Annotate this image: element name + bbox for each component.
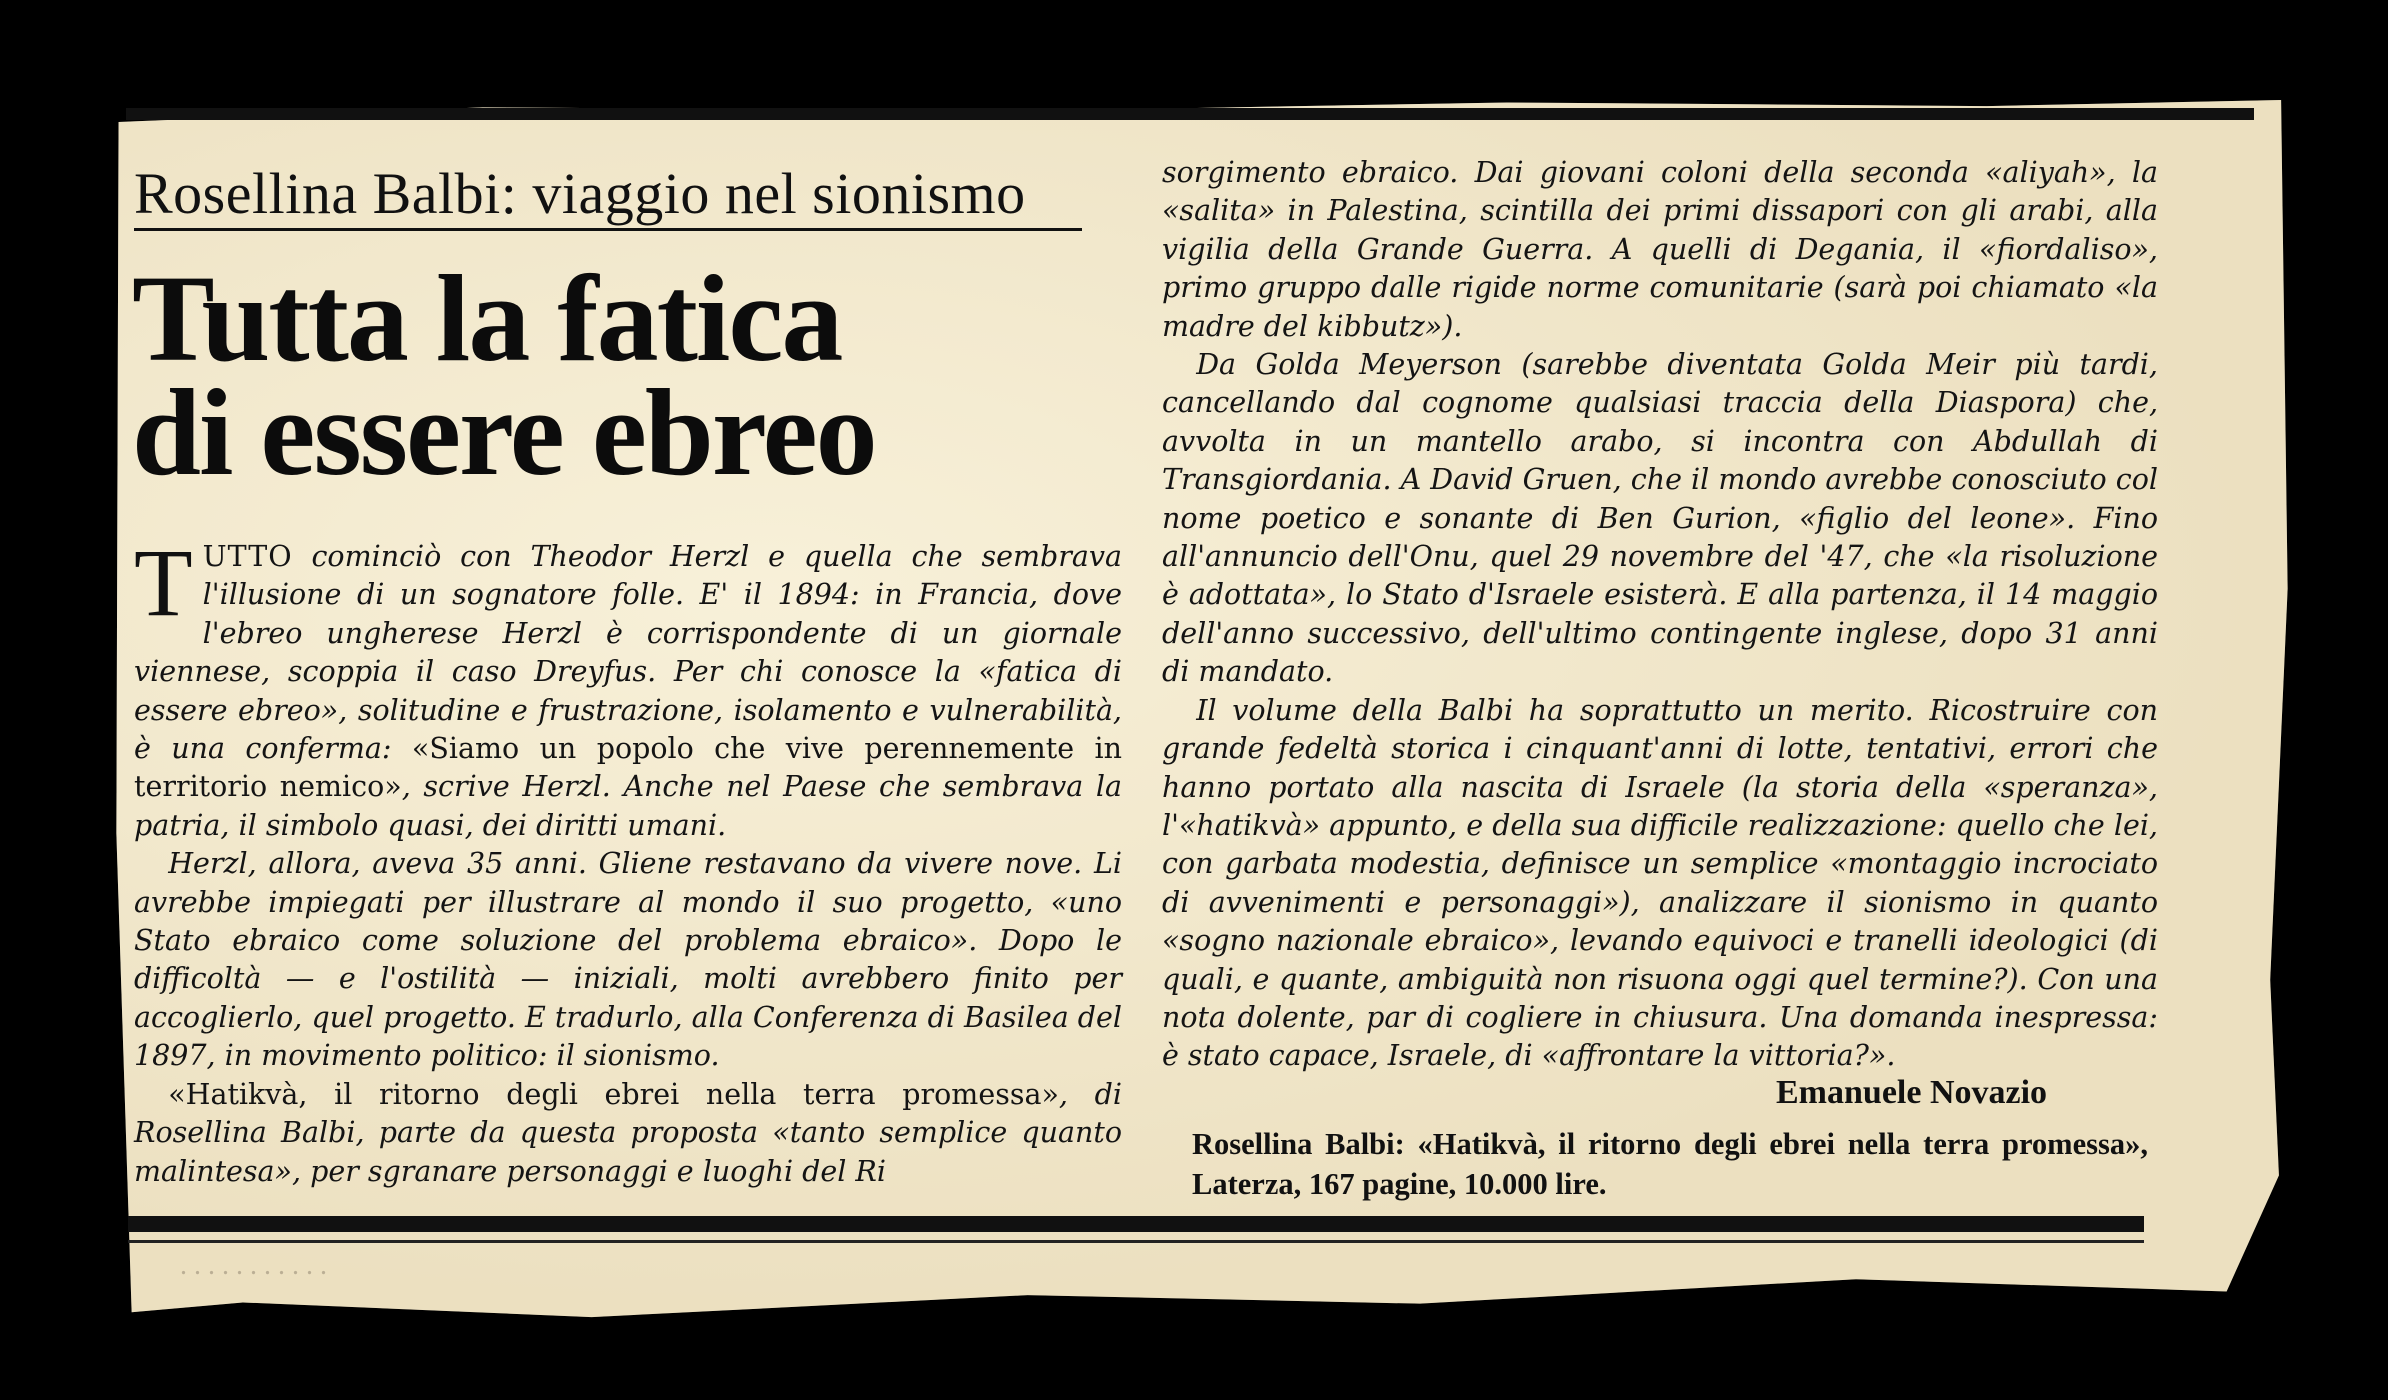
- paragraph-1: [134, 529, 1122, 845]
- kicker: Rosellina Balbi: viaggio nel sionismo: [134, 161, 1026, 226]
- bottom-rule-thin: [128, 1240, 2144, 1243]
- book-title: «Hatikvà, il ritorno degli ebrei nella terra promessa»: [168, 1077, 1059, 1111]
- paragraph-5: Il volume della Balbi ha soprattutto un merito. Ricostruire con grande fedeltà storica i cinquant'anni di lotte, tentativi, errori che hanno portato alla nascita di Israele (la storia della «speranza», l'«hatikvà» appunto, e della sua difficile realizzazione: quello che lei, con garbata modestia, definisce un semplice «montaggio incrociato di avvenimenti e personaggi»), analizzare il sionismo in quanto «sogno nazionale ebraico», levando equivoci e tranelli ideologici (di quali, e quante, ambiguità non risuona oggi quel termine?). Con una nota dolente, par di cogliere in chiusura. Una domanda inespressa: è stato capace, Israele, di «affrontare la vittoria?».: [1162, 693, 2158, 1073]
- paragraph-2: Herzl, allora, aveva 35 anni. Gliene restavano da vivere nove. Li avrebbe impiegati per illustrare al mondo il suo progetto, «uno Stato ebraico come soluzione del problema ebraico». Dopo le difficoltà — e l'ostilità — iniziali, molti avrebbero finito per accoglierlo, quel progetto. E tradurlo, alla Conferenza di Basilea del 1897, in movimento politico: il sionismo.: [134, 847, 1122, 1073]
- top-rule: [126, 108, 2254, 120]
- dropcap: T: [134, 529, 193, 636]
- paragraph-3-text: , di Rosellina Balbi, parte da questa proposta «tanto semplice quanto malintesa», per sgranare personaggi e luoghi del Ri: [134, 1077, 1122, 1188]
- paragraph-4: Da Golda Meyerson (sarebbe diventata Golda Meir più tardi, cancellando dal cognome qualsiasi traccia della Diaspora) che, avvolta in un mantello arabo, si incontra con Abdullah di Transgiordania. A David Gruen, che il mondo avrebbe conosciuto col nome poetico e sonante di Ben Gurion, «figlio del leone». Fino all'annuncio dell'Onu, quel 29 novembre del '47, che «la risoluzione è adottata», lo Stato d'Israele esisterà. E alla partenza, il 14 maggio dell'anno successivo, dell'ultimo contingente inglese, dopo 31 anni di mandato.: [1162, 348, 2158, 689]
- book-reference: Rosellina Balbi: «Hatikvà, il ritorno degli ebrei nella terra promessa», Laterza, 167 pagine, 10.000 lire.: [1192, 1127, 2148, 1201]
- article-column-left: [134, 529, 1122, 1191]
- paragraph-1-text-a: cominciò con Theodor Herzl e quella che sembrava l'illusione di un sognatore folle. E' il 1894: in Francia, dove l'ebreo ungherese Herzl è corrispondente di un giornale viennese, scoppia il caso Dreyfus. Per chi conosce la «fatica di essere ebreo», solitudine e frustrazione, isolamento e vulnerabilità, è una conferma:: [134, 540, 1122, 766]
- kicker-rule: [134, 228, 1082, 231]
- article-column-right: [1162, 154, 2158, 1076]
- paragraph-3-continued: sorgimento ebraico. Dai giovani coloni della seconda «aliyah», la «salita» in Palestina, scintilla dei primi dissapori con gli arabi, alla vigilia della Grande Guerra. A quelli di Degania, il «fiordaliso», primo gruppo dalle rigide norme comunitarie (sarà poi chiamato «la madre del kibbutz»).: [1162, 156, 2158, 343]
- headline-line-1: Tutta la fatica: [132, 250, 842, 387]
- paragraph-1-quote: «Siamo un popolo che vive perennemente in territorio nemico»: [134, 732, 1122, 804]
- headline: [132, 250, 876, 501]
- headline-line-2: di essere ebreo: [132, 364, 876, 501]
- bottom-rule: [128, 1216, 2144, 1232]
- author-signature: Emanuele Novazio: [1776, 1074, 2048, 1111]
- paragraph-3: [134, 1076, 1122, 1191]
- show-through-text-1: . . . . . . . . . . .: [180, 1250, 327, 1281]
- paragraph-1-text-b: , scrive Herzl. Anche nel Paese che sembrava la patria, il simbolo quasi, dei diritti umani.: [134, 770, 1122, 842]
- lead-caps: UTTO: [202, 540, 293, 573]
